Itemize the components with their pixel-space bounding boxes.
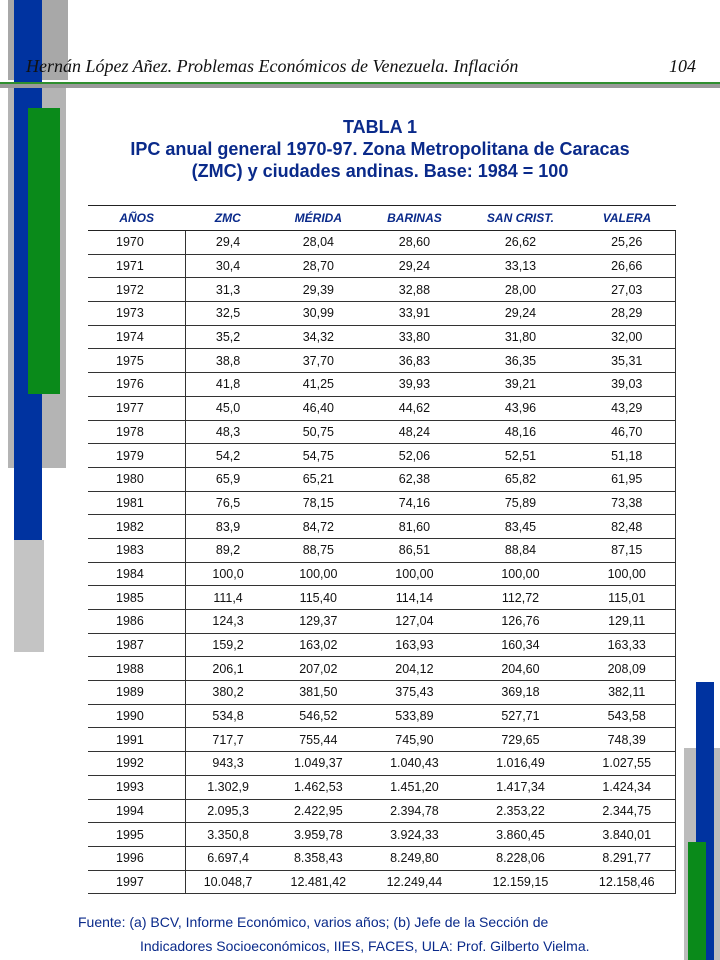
value-cell: 533,89 [366,704,462,728]
value-cell: 12.158,46 [578,870,675,894]
value-cell: 381,50 [270,681,366,705]
year-cell: 1974 [88,325,185,349]
value-cell: 82,48 [578,515,675,539]
year-cell: 1972 [88,278,185,302]
value-cell: 2.353,22 [462,799,578,823]
value-cell: 3.350,8 [185,823,270,847]
value-cell: 12.249,44 [366,870,462,894]
value-cell: 26,62 [462,231,578,255]
value-cell: 3.924,33 [366,823,462,847]
table-body [88,231,676,894]
value-cell: 100,0 [185,562,270,586]
table-row [88,681,676,705]
value-cell: 100,00 [270,562,366,586]
year-cell: 1985 [88,586,185,610]
value-cell: 29,24 [366,254,462,278]
value-cell: 46,40 [270,396,366,420]
value-cell: 48,16 [462,420,578,444]
table-row [88,704,676,728]
year-cell: 1992 [88,752,185,776]
value-cell: 3.959,78 [270,823,366,847]
value-cell: 8.228,06 [462,846,578,870]
column-header: MÉRIDA [270,206,366,231]
year-cell: 1970 [88,231,185,255]
value-cell: 33,80 [366,325,462,349]
value-cell: 8.291,77 [578,846,675,870]
year-cell: 1997 [88,870,185,894]
value-cell: 527,71 [462,704,578,728]
value-cell: 32,00 [578,325,675,349]
table-row [88,515,676,539]
page-number: 104 [669,56,696,76]
decor-bar-green-left [28,108,60,394]
value-cell: 100,00 [462,562,578,586]
table-row [88,231,676,255]
value-cell: 124,3 [185,610,270,634]
value-cell: 8.358,43 [270,846,366,870]
value-cell: 3.860,45 [462,823,578,847]
source-note [78,910,684,958]
value-cell: 100,00 [578,562,675,586]
value-cell: 44,62 [366,396,462,420]
value-cell: 1.417,34 [462,775,578,799]
table-row [88,254,676,278]
value-cell: 35,31 [578,349,675,373]
value-cell: 54,75 [270,444,366,468]
value-cell: 129,11 [578,610,675,634]
value-cell: 37,70 [270,349,366,373]
column-header: AÑOS [88,206,185,231]
column-header: VALERA [578,206,675,231]
value-cell: 38,8 [185,349,270,373]
value-cell: 112,72 [462,586,578,610]
year-cell: 1993 [88,775,185,799]
value-cell: 41,25 [270,373,366,397]
value-cell: 30,99 [270,302,366,326]
value-cell: 1.049,37 [270,752,366,776]
value-cell: 380,2 [185,681,270,705]
value-cell: 546,52 [270,704,366,728]
table-row [88,349,676,373]
table-row [88,325,676,349]
value-cell: 32,88 [366,278,462,302]
table-row [88,278,676,302]
year-cell: 1977 [88,396,185,420]
value-cell: 36,35 [462,349,578,373]
year-cell: 1991 [88,728,185,752]
value-cell: 36,83 [366,349,462,373]
year-cell: 1987 [88,633,185,657]
table-row [88,633,676,657]
value-cell: 48,24 [366,420,462,444]
value-cell: 2.344,75 [578,799,675,823]
table-row [88,846,676,870]
value-cell: 27,03 [578,278,675,302]
table-row [88,775,676,799]
table-row [88,538,676,562]
value-cell: 62,38 [366,467,462,491]
year-cell: 1994 [88,799,185,823]
table-row [88,657,676,681]
value-cell: 30,4 [185,254,270,278]
value-cell: 35,2 [185,325,270,349]
value-cell: 382,11 [578,681,675,705]
value-cell: 28,04 [270,231,366,255]
value-cell: 126,76 [462,610,578,634]
decor-bar-gray-left-lower [14,540,44,652]
year-cell: 1973 [88,302,185,326]
value-cell: 28,70 [270,254,366,278]
year-cell: 1996 [88,846,185,870]
value-cell: 543,58 [578,704,675,728]
value-cell: 83,45 [462,515,578,539]
value-cell: 114,14 [366,586,462,610]
value-cell: 2.394,78 [366,799,462,823]
column-header: BARINAS [366,206,462,231]
value-cell: 1.302,9 [185,775,270,799]
value-cell: 26,66 [578,254,675,278]
value-cell: 755,44 [270,728,366,752]
title-line-3: (ZMC) y ciudades andinas. Base: 1984 = 100 [191,161,569,181]
value-cell: 6.697,4 [185,846,270,870]
value-cell: 159,2 [185,633,270,657]
value-cell: 39,93 [366,373,462,397]
value-cell: 29,39 [270,278,366,302]
value-cell: 65,9 [185,467,270,491]
value-cell: 84,72 [270,515,366,539]
value-cell: 8.249,80 [366,846,462,870]
decor-bar-green-right [688,842,706,960]
year-cell: 1975 [88,349,185,373]
year-cell: 1988 [88,657,185,681]
value-cell: 943,3 [185,752,270,776]
value-cell: 65,82 [462,467,578,491]
value-cell: 745,90 [366,728,462,752]
year-cell: 1980 [88,467,185,491]
value-cell: 45,0 [185,396,270,420]
table-row [88,870,676,894]
table-title [80,116,680,182]
value-cell: 1.451,20 [366,775,462,799]
value-cell: 204,12 [366,657,462,681]
header-rule-gray [0,84,720,88]
value-cell: 115,01 [578,586,675,610]
value-cell: 78,15 [270,491,366,515]
year-cell: 1971 [88,254,185,278]
value-cell: 129,37 [270,610,366,634]
table-row [88,373,676,397]
value-cell: 163,02 [270,633,366,657]
year-cell: 1995 [88,823,185,847]
table-row [88,302,676,326]
value-cell: 1.040,43 [366,752,462,776]
value-cell: 33,13 [462,254,578,278]
value-cell: 160,34 [462,633,578,657]
value-cell: 1.462,53 [270,775,366,799]
value-cell: 51,18 [578,444,675,468]
year-cell: 1978 [88,420,185,444]
table-row [88,728,676,752]
table-row [88,799,676,823]
value-cell: 34,32 [270,325,366,349]
title-line-2: IPC anual general 1970-97. Zona Metropolitana de Caracas [130,139,630,159]
table-row [88,396,676,420]
table-row [88,444,676,468]
value-cell: 81,60 [366,515,462,539]
column-header: ZMC [185,206,270,231]
header-text: Hernán López Añez. Problemas Económicos de Venezuela. Inflación [26,56,519,76]
year-cell: 1984 [88,562,185,586]
value-cell: 2.095,3 [185,799,270,823]
value-cell: 28,00 [462,278,578,302]
value-cell: 41,8 [185,373,270,397]
year-cell: 1986 [88,610,185,634]
table-row [88,491,676,515]
year-cell: 1989 [88,681,185,705]
value-cell: 163,93 [366,633,462,657]
value-cell: 39,03 [578,373,675,397]
value-cell: 50,75 [270,420,366,444]
value-cell: 28,29 [578,302,675,326]
year-cell: 1983 [88,538,185,562]
year-cell: 1982 [88,515,185,539]
value-cell: 369,18 [462,681,578,705]
value-cell: 111,4 [185,586,270,610]
value-cell: 86,51 [366,538,462,562]
value-cell: 729,65 [462,728,578,752]
value-cell: 89,2 [185,538,270,562]
value-cell: 1.016,49 [462,752,578,776]
value-cell: 73,38 [578,491,675,515]
value-cell: 88,75 [270,538,366,562]
year-cell: 1976 [88,373,185,397]
table-row [88,586,676,610]
value-cell: 127,04 [366,610,462,634]
value-cell: 12.481,42 [270,870,366,894]
value-cell: 115,40 [270,586,366,610]
title-line-1: TABLA 1 [343,117,417,137]
value-cell: 46,70 [578,420,675,444]
value-cell: 31,3 [185,278,270,302]
value-cell: 32,5 [185,302,270,326]
value-cell: 48,3 [185,420,270,444]
value-cell: 65,21 [270,467,366,491]
value-cell: 76,5 [185,491,270,515]
value-cell: 29,24 [462,302,578,326]
table-row [88,467,676,491]
table-header-row [88,206,676,231]
value-cell: 33,91 [366,302,462,326]
ipc-table [88,205,676,894]
value-cell: 208,09 [578,657,675,681]
value-cell: 31,80 [462,325,578,349]
value-cell: 61,95 [578,467,675,491]
value-cell: 28,60 [366,231,462,255]
table-row [88,562,676,586]
value-cell: 52,51 [462,444,578,468]
year-cell: 1979 [88,444,185,468]
value-cell: 12.159,15 [462,870,578,894]
value-cell: 2.422,95 [270,799,366,823]
value-cell: 1.424,34 [578,775,675,799]
table-row [88,752,676,776]
value-cell: 75,89 [462,491,578,515]
table-row [88,420,676,444]
source-line-1: Fuente: (a) BCV, Informe Económico, varios años; (b) Jefe de la Sección de [78,914,549,930]
value-cell: 534,8 [185,704,270,728]
page-header [20,56,700,80]
table-row [88,610,676,634]
value-cell: 43,96 [462,396,578,420]
year-cell: 1990 [88,704,185,728]
value-cell: 100,00 [366,562,462,586]
value-cell: 717,7 [185,728,270,752]
value-cell: 43,29 [578,396,675,420]
value-cell: 52,06 [366,444,462,468]
value-cell: 88,84 [462,538,578,562]
value-cell: 25,26 [578,231,675,255]
value-cell: 39,21 [462,373,578,397]
year-cell: 1981 [88,491,185,515]
value-cell: 3.840,01 [578,823,675,847]
value-cell: 204,60 [462,657,578,681]
value-cell: 54,2 [185,444,270,468]
value-cell: 748,39 [578,728,675,752]
source-line-2: Indicadores Socioeconómicos, IIES, FACES, ULA: Prof. Gilberto Vielma. [140,938,590,954]
value-cell: 87,15 [578,538,675,562]
table-row [88,823,676,847]
value-cell: 1.027,55 [578,752,675,776]
value-cell: 10.048,7 [185,870,270,894]
value-cell: 83,9 [185,515,270,539]
column-header: SAN CRIST. [462,206,578,231]
value-cell: 206,1 [185,657,270,681]
value-cell: 29,4 [185,231,270,255]
value-cell: 74,16 [366,491,462,515]
value-cell: 207,02 [270,657,366,681]
value-cell: 375,43 [366,681,462,705]
value-cell: 163,33 [578,633,675,657]
